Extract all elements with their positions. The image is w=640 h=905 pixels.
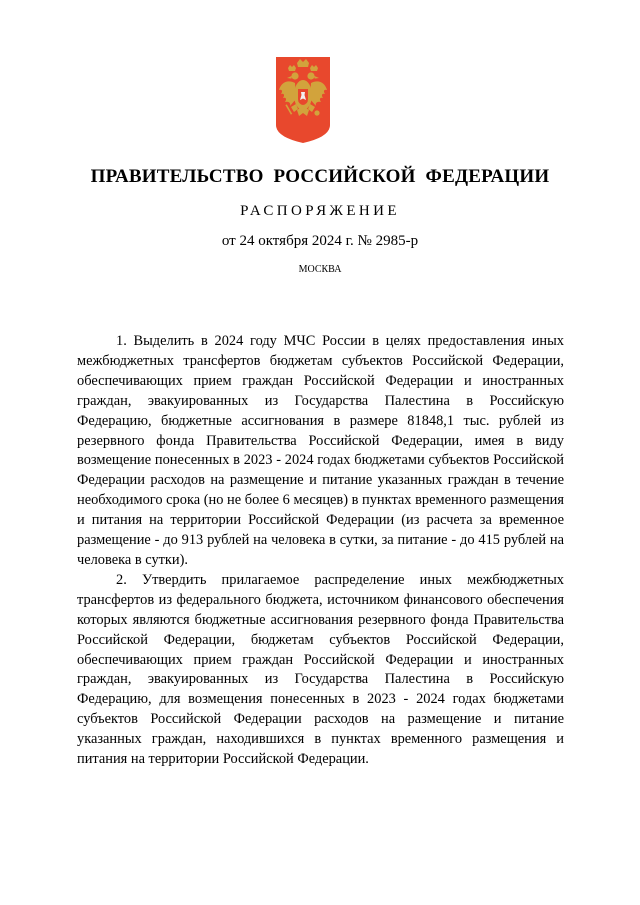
document-body [77, 332, 564, 770]
organization-title: ПРАВИТЕЛЬСТВО РОССИЙСКОЙ ФЕДЕРАЦИИ [90, 166, 550, 187]
paragraph-1: 1. Выделить в 2024 году МЧС России в целях предоставления иных межбюджетных трансфертов бюджетам субъектов Российской Федерации, обеспечивающих прием граждан Российской Федерации и иностранных граждан, эвакуированных из Государства Палестина в Российскую Федерацию, бюджетные ассигнования в размере 81848,1 тыс. рублей из резервного фонда Правительства Российской Федерации, имея в виду возмещение понесенных в 2023 - 2024 годах бюджетами субъектов Российской Федерации расходов на размещение и питание указанных граждан в течение необходимого срока (но не более 6 месяцев) в пунктах временного размещения и питания на территории Российской Федерации (из расчета за временное размещение - до 913 рублей на человека в сутки, за питание - до 415 рублей на человека в сутки). [77, 333, 564, 568]
russian-coat-of-arms-icon [276, 57, 330, 143]
document-type: РАСПОРЯЖЕНИЕ [240, 203, 400, 219]
document-date-number: от 24 октября 2024 г. № 2985-р [221, 233, 419, 249]
paragraph-2: 2. Утвердить прилагаемое распределение иных межбюджетных трансфертов из федерального бюджета, источником финансового обеспечения которых являются бюджетные ассигнования резервного фонда Правительства Российской Федерации, бюджетам субъектов Российской Федерации, обеспечивающих прием граждан Российской Федерации и иностранных граждан, эвакуированных из Государства Палестина в Российскую Федерацию, для возмещения понесенных в 2023 - 2024 годах бюджетами субъектов Российской Федерации расходов на размещение и питание указанных граждан, находившихся в пунктах временного размещения и питания на территории Российской Федерации. [77, 571, 564, 768]
document-city: МОСКВА [298, 264, 342, 275]
